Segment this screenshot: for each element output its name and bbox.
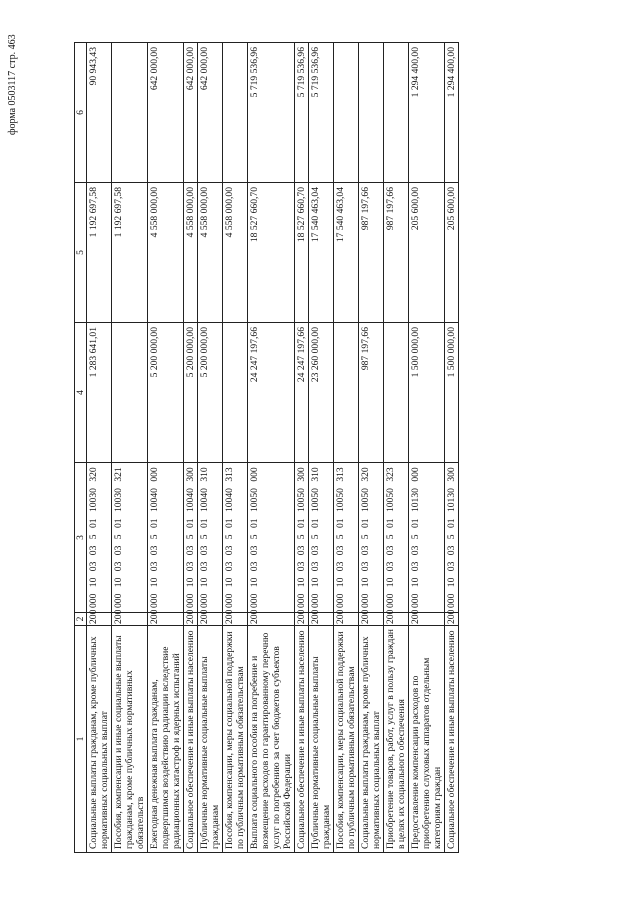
row-budget-code: 000 10 03 03 5 01 10040 300 [184, 463, 198, 613]
table-row [248, 43, 295, 853]
row-line-code: 200 [409, 613, 445, 626]
table-row [359, 43, 384, 853]
row-column-4 [112, 323, 148, 463]
table-row [334, 43, 359, 853]
row-column-5: 205 600,00 [445, 183, 459, 323]
row-column-6 [334, 43, 359, 183]
row-line-code: 200 [384, 613, 409, 626]
row-column-4: 1 283 641,01 [87, 323, 112, 463]
table-row [148, 43, 184, 853]
form-caption: форма 0503117 стр. 463 [7, 34, 18, 135]
row-description: Социальное обеспечение и иные выплаты населению [184, 626, 198, 853]
row-column-5: 4 558 000,00 [184, 183, 198, 323]
row-line-code: 200 [198, 613, 223, 626]
row-column-6: 90 943,43 [87, 43, 112, 183]
row-column-5: 18 527 660,70 [295, 183, 309, 323]
row-column-6 [112, 43, 148, 183]
row-budget-code: 000 10 03 03 5 01 10050 323 [384, 463, 409, 613]
row-budget-code: 000 10 03 03 5 01 10040 310 [198, 463, 223, 613]
row-column-4 [334, 323, 359, 463]
row-budget-code: 000 10 03 03 5 01 10050 300 [295, 463, 309, 613]
row-column-6 [223, 43, 248, 183]
row-column-6: 642 000,00 [184, 43, 198, 183]
row-column-6: 5 719 536,96 [248, 43, 295, 183]
row-column-5: 1 192 697,58 [87, 183, 112, 323]
row-column-5: 18 527 660,70 [248, 183, 295, 323]
table-row [309, 43, 334, 853]
row-column-4: 987 197,66 [359, 323, 384, 463]
budget-table [74, 42, 459, 853]
row-line-code: 200 [185, 609, 196, 624]
row-column-5: 987 197,66 [359, 183, 384, 323]
table-row [384, 43, 409, 853]
row-column-5: 1 192 697,58 [112, 183, 148, 323]
row-column-4 [223, 323, 248, 463]
rotated-table-container [74, 43, 634, 853]
row-column-5: 205 600,00 [409, 183, 445, 323]
row-column-5: 17 540 463,04 [309, 183, 334, 323]
row-column-4: 5 200 000,00 [148, 323, 184, 463]
row-description: Пособия, компенсации и иные социальные выплаты гражданам, кроме публичных нормативных обязательств [112, 626, 148, 853]
row-line-code: 200 [359, 613, 384, 626]
row-column-4: 24 247 197,66 [295, 323, 309, 463]
row-budget-code: 000 10 03 03 5 01 10030 321 [112, 463, 148, 613]
row-column-4: 1 500 000,00 [445, 323, 459, 463]
row-description: Предоставление компенсации расходов по приобретению слуховых аппаратов отдельным категориям граждан [409, 626, 445, 853]
table-row [198, 43, 223, 853]
row-description: Ежегодная денежная выплата гражданам, подвергшимся воздействию радиации вследствие радиационных катастроф и ядерных испытаний [148, 626, 184, 853]
row-description: Пособия, компенсации, меры социальной поддержки по публичным нормативным обязательствам [223, 626, 248, 853]
row-line-code: 200 [309, 613, 334, 626]
row-column-6 [359, 43, 384, 183]
table-body [87, 43, 459, 853]
row-budget-code: 000 10 03 03 5 01 10130 300 [445, 463, 459, 613]
row-description: Пособия, компенсации, меры социальной поддержки по публичным нормативным обязательствам [334, 626, 359, 853]
row-column-6 [384, 43, 409, 183]
row-column-6: 1 294 400,00 [445, 43, 459, 183]
row-budget-code: 000 10 03 03 5 01 10050 313 [334, 463, 359, 613]
row-description: Выплата социального пособия на погребение и возмещение расходов по гарантированному перечню услуг по погребению за счет бюджетов субъектов Российской Федерации [248, 626, 295, 853]
table-row [87, 43, 112, 853]
row-column-5: 17 540 463,04 [334, 183, 359, 323]
row-column-4: 1 500 000,00 [409, 323, 445, 463]
row-budget-code: 000 10 03 03 5 01 10040 313 [223, 463, 248, 613]
row-column-4: 5 200 000,00 [184, 323, 198, 463]
row-column-4: 5 200 000,00 [198, 323, 223, 463]
row-column-4: 24 247 197,66 [248, 323, 295, 463]
row-line-code: 200 [248, 613, 295, 626]
row-budget-code: 000 10 03 03 5 01 10040 000 [148, 463, 184, 613]
row-budget-code: 000 10 03 03 5 01 10050 310 [309, 463, 334, 613]
row-column-5: 987 197,66 [384, 183, 409, 323]
row-budget-code: 000 10 03 03 5 01 10030 320 [87, 463, 112, 613]
column-header: 5 [75, 183, 87, 323]
row-description: Приобретение товаров, работ, услуг в пользу граждан в целях их социального обеспечения [384, 626, 409, 853]
row-line-code: 200 [334, 613, 359, 626]
row-column-5: 4 558 000,00 [148, 183, 184, 323]
row-description: Социальное обеспечение и иные выплаты населению [295, 626, 309, 853]
row-description: Социальные выплаты гражданам, кроме публичных нормативных социальных выплат [359, 626, 384, 853]
row-budget-code: 000 10 03 03 5 01 10050 000 [248, 463, 295, 613]
row-line-code: 200 [296, 609, 307, 624]
row-line-code: 200 [112, 613, 148, 626]
row-line-code: 200 [223, 613, 248, 626]
row-description: Социальные выплаты гражданам, кроме публичных нормативных социальных выплат [87, 626, 112, 853]
column-header: 6 [75, 43, 87, 183]
row-budget-code: 000 10 03 03 5 01 10050 320 [359, 463, 384, 613]
table-row [112, 43, 148, 853]
table-row [223, 43, 248, 853]
row-line-code: 200 [148, 613, 184, 626]
row-budget-code: 000 10 03 03 5 01 10130 000 [409, 463, 445, 613]
table-row [184, 43, 198, 853]
row-column-6: 1 294 400,00 [409, 43, 445, 183]
row-column-6: 5 719 536,96 [295, 43, 309, 183]
row-column-5: 4 558 000,00 [198, 183, 223, 323]
table-row [445, 43, 459, 853]
row-column-4: 23 260 000,00 [309, 323, 334, 463]
header-row [75, 43, 87, 853]
row-line-code: 200 [87, 613, 112, 626]
row-column-6: 642 000,00 [148, 43, 184, 183]
column-header: 2 [75, 613, 87, 626]
column-header: 1 [75, 626, 87, 853]
table-row [295, 43, 309, 853]
row-description: Публичные нормативные социальные выплаты гражданам [198, 626, 223, 853]
row-description: Социальное обеспечение и иные выплаты населению [445, 626, 459, 853]
row-column-4 [384, 323, 409, 463]
column-header: 3 [75, 463, 87, 613]
row-description: Публичные нормативные социальные выплаты гражданам [309, 626, 334, 853]
row-column-5: 4 558 000,00 [223, 183, 248, 323]
table-row [409, 43, 445, 853]
row-column-6: 5 719 536,96 [309, 43, 334, 183]
column-header: 4 [75, 323, 87, 463]
row-line-code: 200 [446, 609, 457, 624]
row-column-6: 642 000,00 [198, 43, 223, 183]
